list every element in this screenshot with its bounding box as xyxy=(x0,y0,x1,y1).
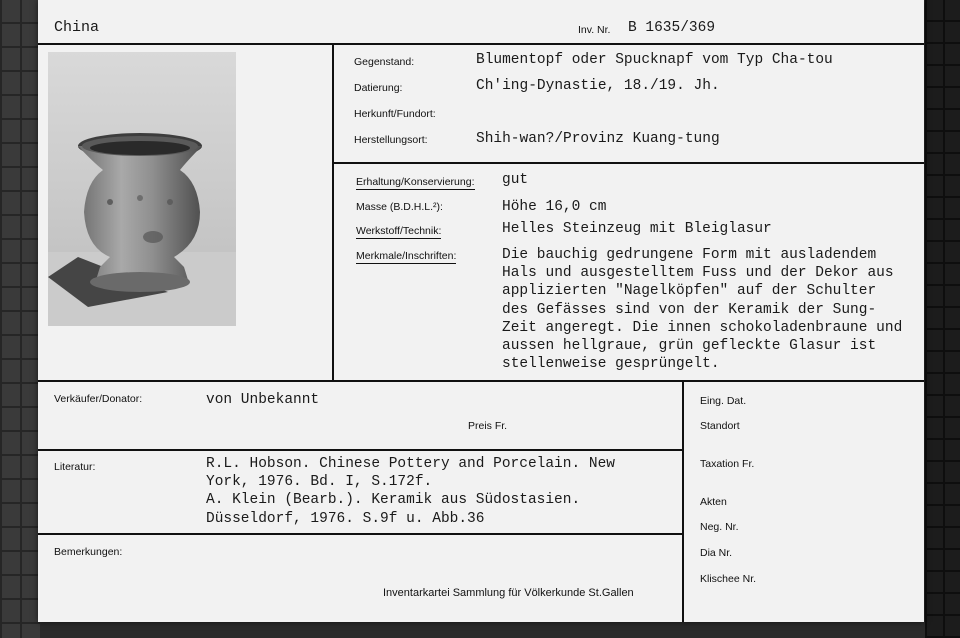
header-rule xyxy=(38,43,924,45)
herstellungsort-value: Shih-wan?/Provinz Kuang-tung xyxy=(476,131,720,147)
background-right xyxy=(925,0,960,638)
admin-divider xyxy=(682,382,684,622)
standort-label: Standort xyxy=(700,420,740,432)
inv-value: B 1635/369 xyxy=(628,20,716,36)
taxation-label: Taxation Fr. xyxy=(700,458,755,470)
herkunft-label: Herkunft/Fundort: xyxy=(354,108,436,120)
vase-image xyxy=(48,52,236,326)
datierung-label: Datierung: xyxy=(354,82,403,94)
dia-nr-label: Dia Nr. xyxy=(700,547,733,559)
preis-label: Preis Fr. xyxy=(468,420,508,432)
eing-dat-label: Eing. Dat. xyxy=(700,395,747,407)
background-left xyxy=(0,0,40,638)
werkstoff-value: Helles Steinzeug mit Bleiglasur xyxy=(502,221,772,237)
inv-label: Inv. Nr. xyxy=(578,24,611,36)
herstellungsort-label: Herstellungsort: xyxy=(354,134,428,146)
object-photo xyxy=(48,52,236,326)
merkmale-label: Merkmale/Inschriften: xyxy=(356,250,457,262)
akten-label: Akten xyxy=(700,496,727,508)
klischee-nr-label: Klischee Nr. xyxy=(700,573,757,585)
inventory-card xyxy=(38,0,924,622)
erhaltung-label: Erhaltung/Konservierung: xyxy=(356,176,475,188)
literatur-value: R.L. Hobson. Chinese Pottery and Porcelain. New York, 1976. Bd. I, S.172f. A. Klein (Bearb.). Keramik aus Südostasien. Düsseldorf, 1976. S.9f u. Abb.36 xyxy=(206,456,615,527)
country: China xyxy=(54,19,100,36)
literatur-rule xyxy=(38,533,682,535)
neg-nr-label: Neg. Nr. xyxy=(700,521,739,533)
masse-value: Höhe 16,0 cm xyxy=(502,199,607,215)
photo-divider xyxy=(332,45,334,381)
verkaeufer-value: von Unbekannt xyxy=(206,392,320,408)
verkaeufer-label: Verkäufer/Donator: xyxy=(54,393,143,405)
acquisition-rule xyxy=(38,449,682,451)
masse-label: Masse (B.D.H.L.²): xyxy=(356,201,443,213)
card-footer: Inventarkartei Sammlung für Völkerkunde St.Gallen xyxy=(383,587,634,599)
datierung-value: Ch'ing-Dynastie, 18./19. Jh. xyxy=(476,78,720,94)
object-rule xyxy=(334,162,924,164)
werkstoff-label: Werkstoff/Technik: xyxy=(356,225,442,237)
merkmale-value: Die bauchig gedrungene Form mit ausladendem Hals und ausgestelltem Fuss und der Dekor aus applizierten "Nagelköpfen" auf der Schulter des Gefässes sind von der Keramik der Sung- Zeit angeregt. Die innen schokoladenbraune und aussen hellgraue, grün gefleckte Glasur ist stellenweise gesprüngelt. xyxy=(502,247,903,373)
gegenstand-value: Blumentopf oder Spucknapf vom Typ Cha-tou xyxy=(476,52,833,68)
literatur-label: Literatur: xyxy=(54,461,96,473)
gegenstand-label: Gegenstand: xyxy=(354,56,415,68)
bemerkungen-label: Bemerkungen: xyxy=(54,546,123,558)
details-rule xyxy=(38,380,924,382)
erhaltung-value: gut xyxy=(502,172,529,188)
